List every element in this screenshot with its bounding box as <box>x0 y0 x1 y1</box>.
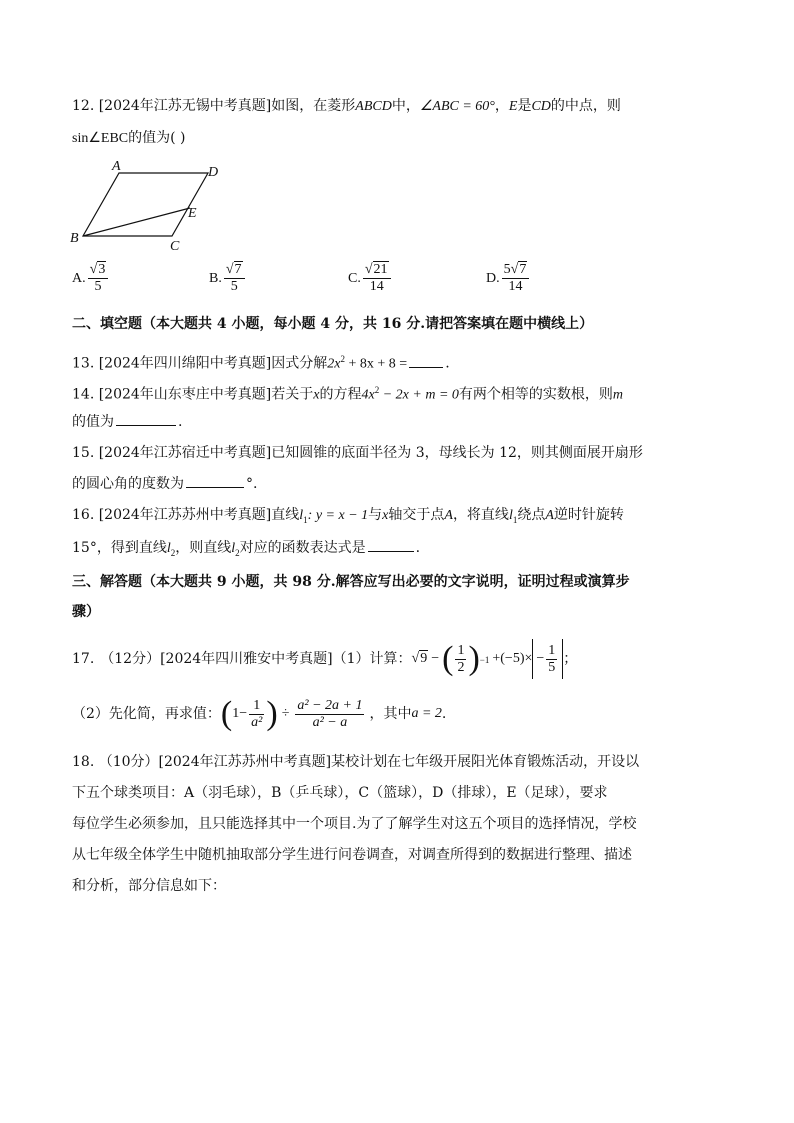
choice-label: B. <box>209 270 222 286</box>
q15-number: 15. <box>72 445 95 461</box>
radicand: 21 <box>373 262 388 277</box>
radicand: 9 <box>420 651 428 666</box>
q12-line2 <box>72 128 186 149</box>
q12-text: 的中点，则 <box>550 98 621 114</box>
divide-sign: ÷ <box>281 706 290 721</box>
q12-point: E <box>508 99 518 114</box>
q12-number: 12. <box>72 98 95 114</box>
q18-line3: 每位学生必须参加，且只能选择其中一个项目.为了了解学生对这五个项目的选择情况，学校 <box>72 816 637 832</box>
q16-line1: 16. [2024年江苏苏州中考真题]直线$l_1$: y = x − 1与x轴交于点A，将直线$l_1$绕点A逆时针旋转 <box>72 507 624 525</box>
numerator: 1 <box>457 642 465 658</box>
q17-number: 17. <box>72 651 95 667</box>
q15-end: °. <box>246 476 258 492</box>
q18-line4: 从七年级全体学生中随机抽取部分学生进行问卷调查，对调查所得到的数据进行整理、描述 <box>72 847 632 863</box>
denominator: a² − a <box>312 714 348 730</box>
q18-line2: 下五个球类项目：A（羽毛球），B（乒乓球），C（篮球），D（排球），E（足球），要求 <box>72 785 608 801</box>
denominator: 14 <box>508 279 523 294</box>
coefficient: 5 <box>503 262 511 277</box>
q14-text: [2024年山东枣庄中考真题]若关于 <box>98 386 314 403</box>
q13-answer-blank[interactable] <box>409 353 443 368</box>
q12-text: 中， <box>391 98 420 114</box>
choice-a[interactable] <box>72 262 110 295</box>
choice-fraction: $\frac{√21}{14}$ <box>363 262 391 295</box>
q12-shape: ABCD <box>355 99 392 114</box>
q16-text: ，则直线 <box>175 540 232 556</box>
rhombus-outline <box>83 173 208 236</box>
section-2-heading: 二、填空题（本大题共 4 小题，每小题 4 分，共 16 分.请把答案填在题中横线上） <box>72 316 594 332</box>
q16-line-l2: l <box>231 541 236 556</box>
q13-end: . <box>445 355 450 372</box>
absolute-value <box>532 639 563 679</box>
q16-point: A <box>444 508 453 523</box>
q14-text: 有两个相等的实数根，则 <box>458 386 613 403</box>
q12-text: 如图，在菱形 <box>271 98 356 114</box>
rhombus-figure <box>66 156 236 252</box>
q13: 13. [2024年四川绵阳中考真题]因式分解$2x^2 + 8x + 8$ = . <box>72 354 450 372</box>
radicand: 7 <box>234 262 242 277</box>
q17-part1: 17. （12分）[2024年四川雅安中考真题]（1）计算： √9 − ( $\frac{1}{2}$ ) −1 +(−5)× − $\frac{1}{5}$ ； <box>72 638 577 680</box>
minus-sign: − <box>536 651 545 666</box>
q14-expression: 4x <box>361 387 375 403</box>
inverse-square-fraction <box>249 698 264 731</box>
q15-text: 的圆心角的度数为 <box>72 476 184 492</box>
q17-part2: （2）先化简，再求值： ( 1− $\frac{1}{\text{a²}}$ ) ÷ $\frac{\text{a² − 2a + 1}}{\text{a² − a}}$ ，其中 a = 2 . <box>72 692 446 736</box>
q16-line2: 15°，得到直线$l_2$，则直线$l_2$对应的函数表达式是 . <box>72 537 420 563</box>
choice-b[interactable] <box>209 262 247 295</box>
q16-text: 轴交于点 <box>388 507 445 523</box>
numerator: a² − 2a + 1 <box>297 697 363 713</box>
q15-answer-blank[interactable] <box>186 473 244 488</box>
q17-end: . <box>441 706 447 722</box>
choice-label: D. <box>486 270 500 286</box>
q16-text: 对应的函数表达式是 <box>239 540 366 556</box>
q18-line1: 18. （10分）[2024年江苏苏州中考真题]某校计划在七年级开展阳光体育锻炼活动，开设以 <box>72 754 640 770</box>
q17-condition: a = 2 <box>411 706 442 721</box>
q12-segment: CD <box>531 99 551 114</box>
minus-sign: − <box>431 651 440 666</box>
q16-line-l1: l <box>299 508 304 523</box>
denominator: 2 <box>457 659 465 675</box>
q17-heading: （12分）[2024年四川雅安中考真题]（1）计算： <box>100 651 412 667</box>
label-d: D <box>208 165 219 180</box>
q12-source: [2024年江苏无锡中考真题] <box>98 98 272 114</box>
choice-label: A. <box>72 270 86 286</box>
q14-text: 的值为 <box>72 414 114 430</box>
q12-angle: ∠ABC = 60° <box>419 99 495 114</box>
q16-expression: : y = x − 1 <box>307 508 369 523</box>
choice-fraction: $\frac{√3}{5}$ <box>88 262 109 295</box>
q17-text: ，其中 <box>369 706 412 722</box>
q14-answer-blank[interactable] <box>116 411 176 426</box>
label-c: C <box>170 239 180 252</box>
q12-line1 <box>72 96 621 117</box>
q12-text: ， <box>494 98 509 114</box>
q16-line-l2: l <box>166 541 171 556</box>
fifth-fraction <box>546 643 557 676</box>
denominator: 5 <box>548 659 556 675</box>
q16-point: A <box>545 508 554 523</box>
q16-text: 绕点 <box>517 507 546 523</box>
q14-line2 <box>72 411 182 432</box>
q16-end: . <box>415 540 421 556</box>
q16-answer-blank[interactable] <box>368 537 414 552</box>
sqrt-nine: √9 <box>411 651 428 666</box>
label-b: B <box>70 231 79 246</box>
q12-text: 的值为( ) <box>128 130 186 146</box>
q12-expression: sin∠EBC <box>72 131 129 146</box>
q14-text: 的方程 <box>319 386 362 403</box>
label-e: E <box>188 206 197 221</box>
exponent: −1 <box>479 655 490 665</box>
q15-text: [2024年江苏宿迁中考真题]已知圆锥的底面半径为 3，母线长为 12，则其侧面展开扇形 <box>98 445 643 461</box>
radicand: 3 <box>98 262 106 277</box>
q12-text: 是 <box>517 98 532 114</box>
numerator: 1 <box>253 697 261 713</box>
denominator: 5 <box>94 279 102 294</box>
radicand: 7 <box>519 262 527 277</box>
q16-var: x <box>382 508 389 523</box>
denominator: a² <box>251 714 263 730</box>
choice-fraction: $\frac{5√7}{14}$ <box>502 262 530 295</box>
q13-number: 13. <box>72 355 95 372</box>
q15-line1 <box>72 443 643 463</box>
denominator: 14 <box>369 279 384 294</box>
q16-text: 逆时针旋转 <box>553 507 624 523</box>
choice-label: C. <box>348 270 361 286</box>
q16-text: ，将直线 <box>452 507 509 523</box>
choice-c[interactable] <box>348 262 393 295</box>
q16-number: 16. <box>72 507 95 523</box>
q16-text: 15°，得到直线 <box>72 540 167 556</box>
q16-text: 与 <box>368 507 383 523</box>
q17-end: ； <box>563 651 578 667</box>
choice-fraction: $\frac{√7}{5}$ <box>224 262 245 295</box>
rational-fraction <box>295 698 364 731</box>
label-a: A <box>112 159 121 174</box>
section-3-heading: 三、解答题（本大题共 9 小题，共 98 分.解答应写出必要的文字说明，证明过程或演算步 <box>72 574 630 590</box>
half-fraction <box>455 643 466 676</box>
q14-var: m <box>612 387 624 403</box>
q15-line2 <box>72 473 257 494</box>
q14-line1: 14. [2024年山东枣庄中考真题]若关于x的方程$4x^2 - 2x + m = 0$有两个相等的实数根，则m <box>72 385 624 403</box>
choice-d[interactable] <box>486 262 531 295</box>
q16-line-l1: l <box>508 508 513 523</box>
q13-expression: 2x <box>327 356 341 372</box>
q14-end: . <box>178 414 183 430</box>
q16-text: [2024年江苏苏州中考真题]直线 <box>98 507 300 523</box>
denominator: 5 <box>230 279 238 294</box>
q13-text: [2024年四川绵阳中考真题]因式分解 <box>98 355 328 372</box>
q14-var: x <box>313 387 320 403</box>
q17-expression: 1− <box>232 706 248 721</box>
q17-expression: +(−5)× <box>492 651 533 666</box>
numerator: 1 <box>548 642 556 658</box>
q18-line5: 和分析，部分信息如下： <box>72 878 226 894</box>
q14-expression: − 2x + m = 0 <box>379 387 459 403</box>
q13-expression: + 8x + 8 = <box>345 356 408 372</box>
q17-part2-heading: （2）先化简，再求值： <box>72 706 221 722</box>
q14-number: 14. <box>72 386 95 403</box>
section-3-heading-cont: 骤） <box>72 604 100 620</box>
